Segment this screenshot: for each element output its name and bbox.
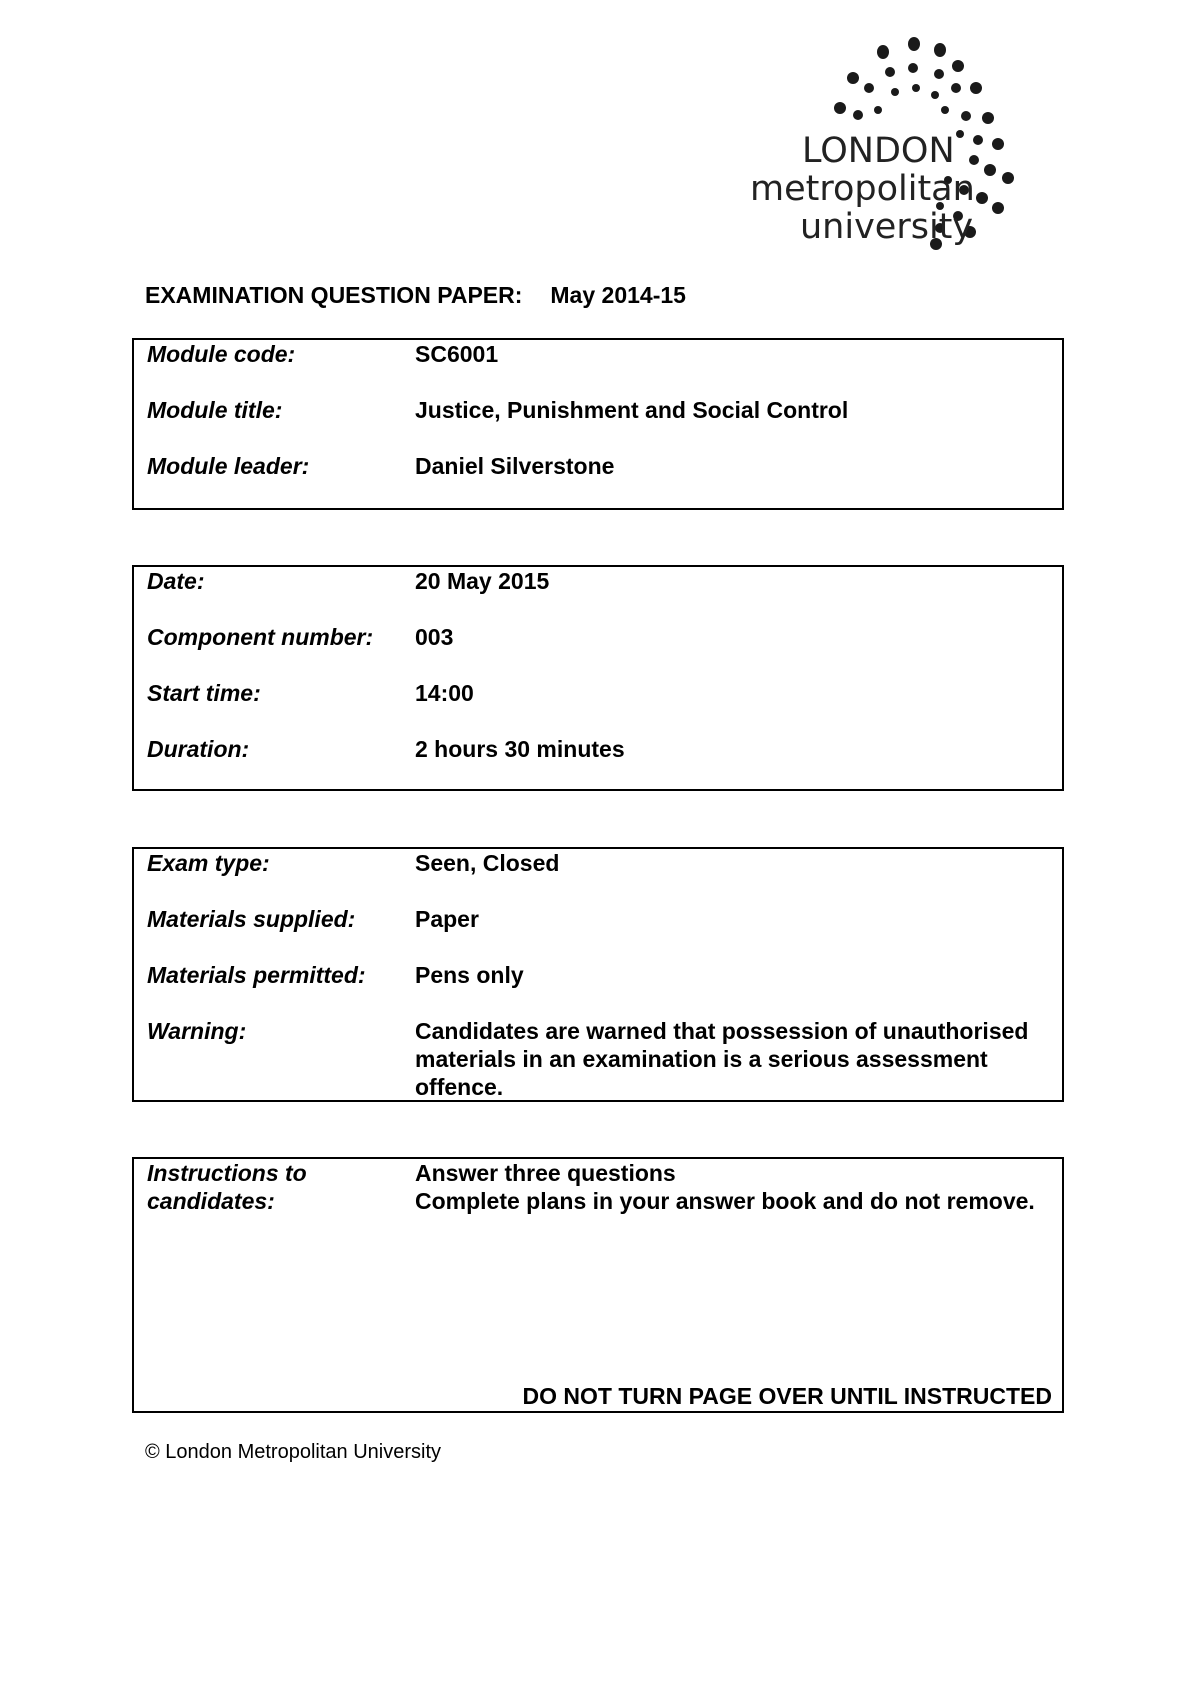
page-title-label: EXAMINATION QUESTION PAPER: [145, 282, 523, 308]
exam-type-value: Seen, Closed [415, 850, 560, 876]
copyright-notice: © London Metropolitan University [145, 1441, 441, 1463]
start-time-value: 14:00 [415, 680, 474, 706]
logo-text-line3: university [800, 207, 974, 247]
instructions-box [132, 1157, 1064, 1413]
instructions-label [147, 1159, 407, 1215]
date-label: Date: [147, 568, 205, 594]
component-value: 003 [415, 624, 454, 650]
materials-permitted-label: Materials permitted: [147, 962, 366, 988]
warning-label: Warning: [147, 1018, 247, 1044]
duration-value: 2 hours 30 minutes [415, 736, 625, 762]
exam-details-box [132, 847, 1064, 1102]
warning-text: Candidates are warned that possession of unauthorised materials in an examination is a serious assessment offence. [415, 1018, 1029, 1100]
module-code-label: Module code: [147, 341, 296, 367]
logo-text-line2: metropolitan [750, 169, 975, 209]
materials-supplied-value: Paper [415, 906, 479, 932]
materials-supplied-label: Materials supplied: [147, 906, 356, 932]
instructions-label-line2: candidates: [147, 1188, 275, 1214]
logo-text-line1: LONDON [802, 131, 955, 171]
instructions-label-line1: Instructions to [147, 1160, 307, 1186]
component-label: Component number: [147, 624, 374, 650]
module-title-label: Module title: [147, 397, 283, 423]
module-title-value: Justice, Punishment and Social Control [415, 397, 849, 423]
university-logo [740, 30, 1070, 260]
module-leader-label: Module leader: [147, 453, 310, 479]
instructions-text [415, 1159, 1052, 1215]
module-leader-value: Daniel Silverstone [415, 453, 615, 479]
module-code-value: SC6001 [415, 341, 499, 367]
module-details-box [132, 338, 1064, 510]
exam-type-label: Exam type: [147, 850, 270, 876]
do-not-turn-notice: DO NOT TURN PAGE OVER UNTIL INSTRUCTED [522, 1383, 1052, 1409]
session-details-box [132, 565, 1064, 791]
date-value: 20 May 2015 [415, 568, 550, 594]
instruction-line1: Answer three questions [415, 1160, 676, 1186]
duration-label: Duration: [147, 736, 250, 762]
exam-session: May 2014-15 [550, 282, 686, 308]
start-time-label: Start time: [147, 680, 261, 706]
materials-permitted-value: Pens only [415, 962, 524, 988]
instruction-line2: Complete plans in your answer book and do not remove. [415, 1188, 1035, 1214]
page-title [145, 282, 686, 309]
